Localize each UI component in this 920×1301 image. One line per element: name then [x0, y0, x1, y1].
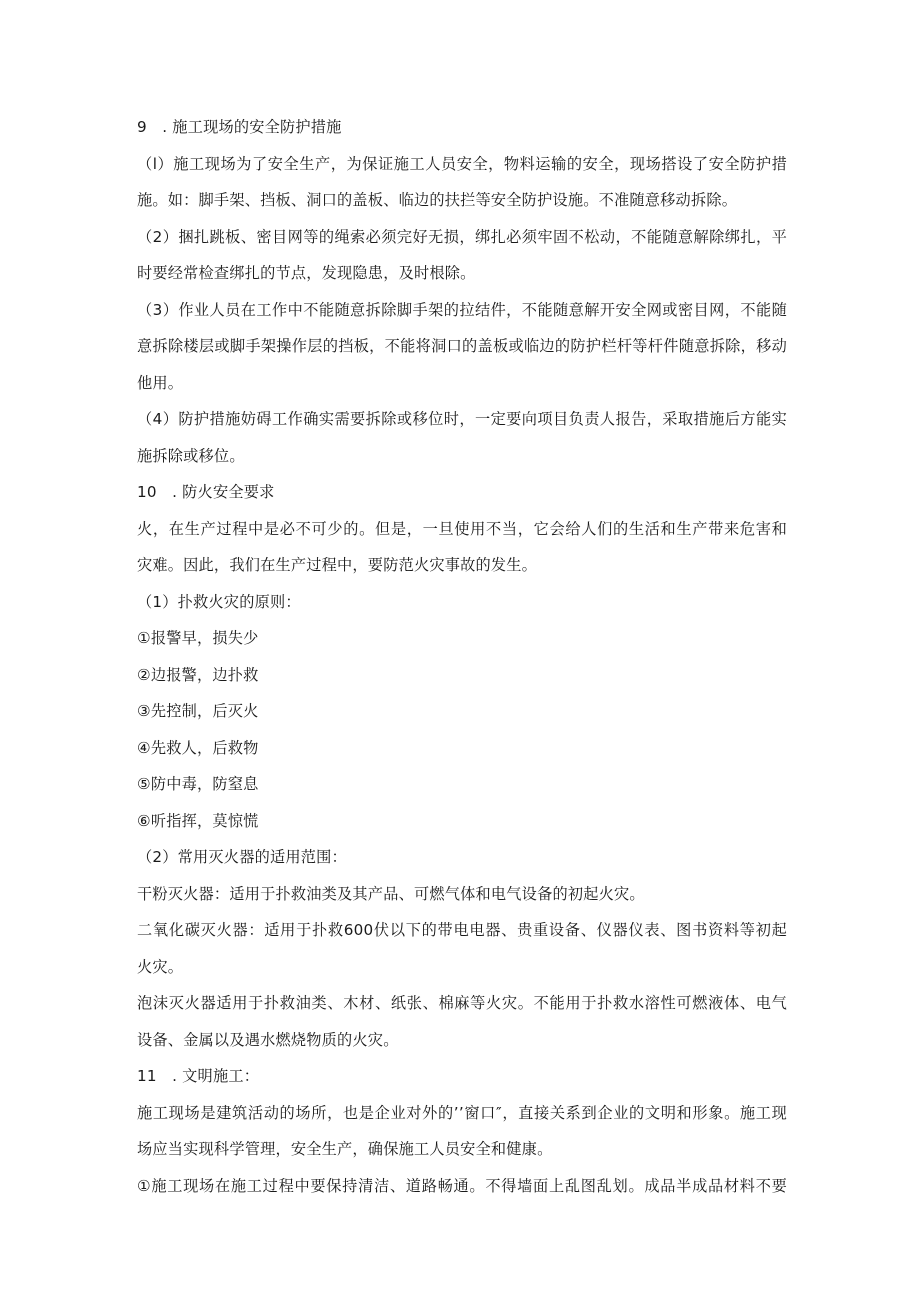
section-heading-11: 11 . 文明施工：: [137, 1067, 260, 1085]
paragraph-line: 设备、金属以及遇水燃烧物质的火灾。: [137, 1030, 399, 1049]
paragraph-line: 他用。: [137, 373, 184, 392]
paragraph-line: （l）施工现场为了安全生产，为保证施工人员安全，物料运输的安全，现场搭设了安全防护措: [137, 154, 787, 173]
paragraph-line: 时要经常检查绑扎的节点，发现隐患，及时根除。: [137, 264, 476, 282]
paragraph-line: 施。如：脚手架、挡板、洞口的盖板、临边的扶拦等安全防护设施。不准随意移动拆除。: [137, 191, 738, 209]
paragraph-line: 施工现场是建筑活动的场所，也是企业对外的’’窗口″，直接关系到企业的文明和形象。施工现: [137, 1103, 787, 1122]
paragraph-line: 火，在生产过程中是必不可少的。但是，一旦使用不当，它会给人们的生活和生产带来危害和: [137, 519, 787, 538]
paragraph-line: 干粉灭火器：适用于扑救油类及其产品、可燃气体和电气设备的初起火灾。: [137, 884, 645, 903]
subheading-line: （1）扑救火灾的原则：: [137, 592, 301, 611]
section-heading-10: 10 . 防火安全要求: [137, 483, 275, 501]
paragraph-line: 二氧化碳灭火器：适用于扑救600伏以下的带电电器、贵重设备、仪器仪表、图书资料等初起: [137, 921, 787, 939]
list-item: ④先救人，后救物: [137, 738, 259, 757]
paragraph-line: 泡沫灭火器适用于扑救油类、木材、纸张、棉麻等火灾。不能用于扑救水溶性可燃液体、电气: [137, 994, 787, 1012]
list-item: ③先控制，后灭火: [137, 702, 259, 720]
document-body: [137, 113, 787, 1208]
paragraph-line: （2）捆扎跳板、密目网等的绳索必须完好无损，绑扎必须牢固不松动，不能随意解除绑扎，平: [137, 227, 787, 246]
list-item: ⑤防中毒，防窒息: [137, 775, 259, 793]
list-item: ⑥听指挥，莫惊慌: [137, 811, 259, 830]
paragraph-line: （4）防护措施妨碍工作确实需要拆除或移位时，一定要向项目负责人报告，采取措施后方能实: [137, 410, 787, 428]
subheading-line: （2）常用灭火器的适用范围：: [137, 848, 347, 866]
paragraph-line: 火灾。: [137, 957, 184, 976]
paragraph-line: 灾难。因此，我们在生产过程中，要防范火灾事故的发生。: [137, 556, 538, 574]
list-item: ②边报警，边扑救: [137, 665, 259, 684]
paragraph-line: 施拆除或移位。: [137, 446, 245, 465]
paragraph-line: （3）作业人员在工作中不能随意拆除脚手架的拉结件，不能随意解开安全网或密目网，不能随: [137, 300, 787, 319]
list-item: ①报警早，损失少: [137, 629, 259, 647]
paragraph-line: ①施工现场在施工过程中要保持清洁、道路畅通。不得墙面上乱图乱划。成品半成品材料不要: [137, 1176, 787, 1195]
paragraph-line: 意拆除楼层或脚手架操作层的挡板，不能将洞口的盖板或临边的防护栏杆等杆件随意拆除，移动: [137, 337, 787, 355]
section-heading-9: 9 . 施工现场的安全防护措施: [137, 118, 342, 136]
paragraph-line: 场应当实现科学管理，安全生产，确保施工人员安全和健康。: [137, 1140, 553, 1158]
